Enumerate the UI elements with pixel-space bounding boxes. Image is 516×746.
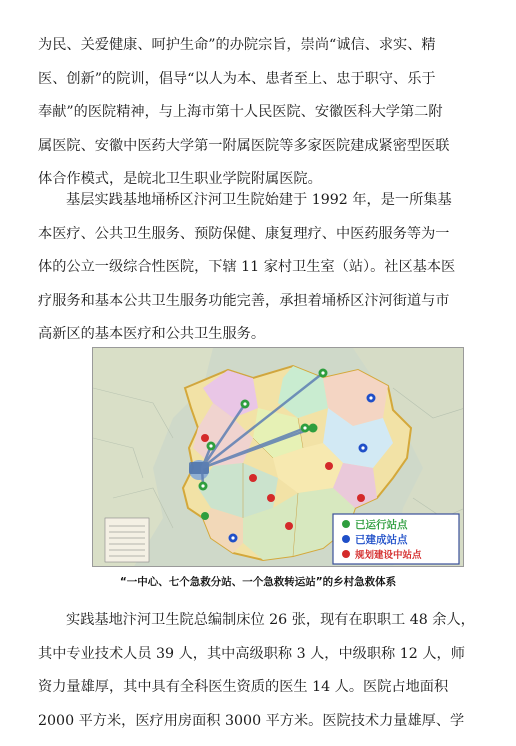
legend-label-built: 已建成站点 [355,534,408,546]
legend-label-planned: 规划建设中站点 [355,550,422,561]
station-built [367,394,376,403]
text-line: 医、创新”的院训，倡导“以人为本、患者至上、忠于职守、乐于 [38,70,436,87]
station-operating [301,424,310,433]
legend-marker-operating [342,520,350,528]
figure-caption: “一中心、七个急救分站、一个急救转运站”的乡村急救体系 [119,576,397,588]
station-planned [357,494,365,502]
text-line: 实践基地汴河卫生院总编制床位 26 张，现有在职职工 48 余人， [66,612,475,628]
paragraph-bianhe-health-center [38,184,476,352]
station-operating [201,512,209,520]
map-legend [333,514,459,564]
map-inset-panel [105,518,149,562]
paragraph-staffing-and-facilities [38,604,476,738]
station-planned [285,522,293,530]
station-planned [249,474,257,482]
legend-marker-planned [342,550,350,558]
station-built [229,534,238,543]
station-operating [309,424,318,433]
station-operating [319,369,328,378]
legend-label-operating: 已运行站点 [355,519,408,531]
text-line: 基层实践基地埇桥区汴河卫生院始建于 1992 年，是一所集基 [66,192,452,208]
text-line: 体合作模式，是皖北卫生职业学院附属医院。 [38,171,322,187]
station-planned [201,434,209,442]
text-line: 本医疗、公共卫生服务、预防保健、康复理疗、中医药服务等为一 [38,225,450,242]
station-operating [241,400,250,409]
text-line: 属医院、安徽中医药大学第一附属医院等多家医院建成紧密型医联 [38,137,450,154]
paragraph-hospital-mission [38,29,476,197]
text-line: 资力量雄厚，其中具有全科医生资质的医生 14 人。医院占地面积 [38,679,449,695]
text-line: 体的公立一级综合性医院，下辖 11 家村卫生室（站）。社区基本医 [38,259,456,275]
text-line: 奉献”的医院精神，与上海市第十人民医院、安徽医科大学第二附 [38,104,443,120]
map-graphic [93,348,464,567]
station-planned [267,494,275,502]
emergency-network-map [92,347,464,567]
text-line: 为民、关爱健康、呵护生命”的办院宗旨，崇尚“诚信、求实、精 [38,37,436,53]
station-operating [199,482,208,491]
station-built [359,444,368,453]
station-planned [325,462,333,470]
text-line: 高新区的基本医疗和公共卫生服务。 [38,326,266,342]
station-operating [207,442,216,451]
text-line: 疗服务和基本公共卫生服务功能完善，承担着埇桥区汴河街道与市 [38,292,450,309]
text-line: 其中专业技术人员 39 人，其中高级职称 3 人，中级职称 12 人，师 [38,645,465,662]
legend-marker-built [342,535,350,543]
text-line: 2000 平方米，医疗用房面积 3000 平方米。医院技术力量雄厚、学 [38,712,465,729]
